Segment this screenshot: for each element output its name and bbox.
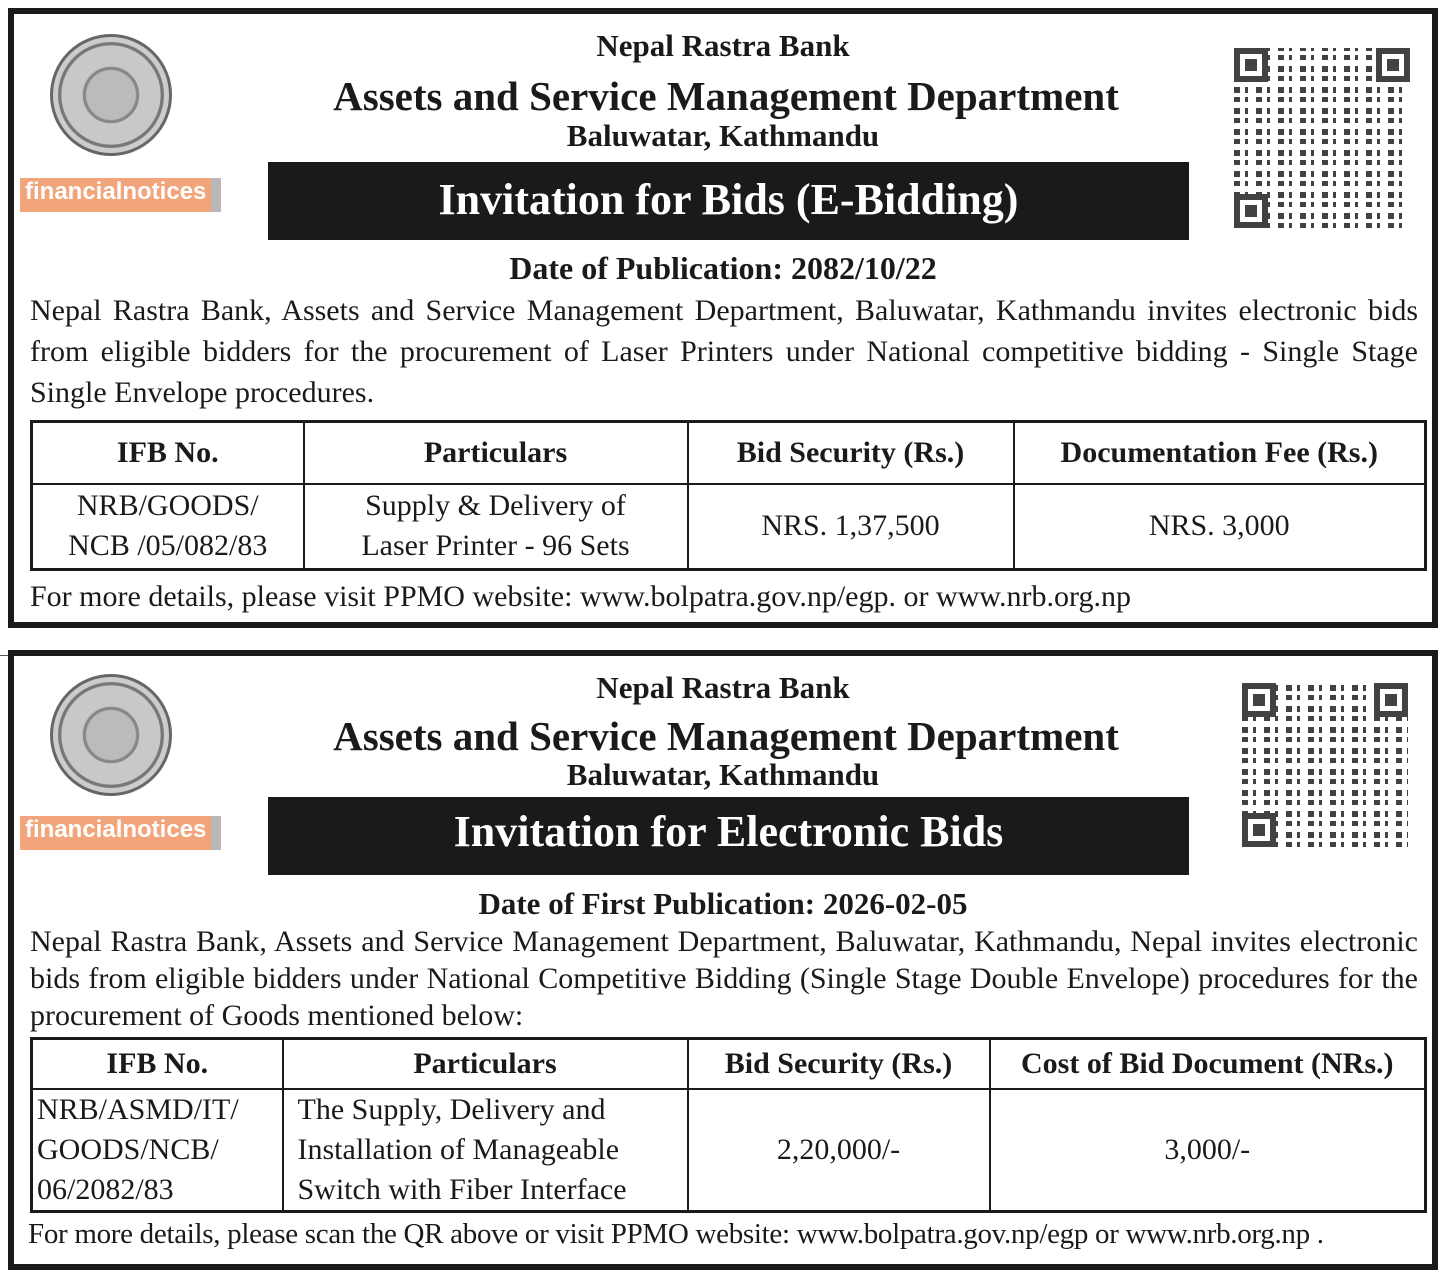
bid-document-cost: 3,000/- — [990, 1089, 1426, 1212]
org-name: Nepal Rastra Bank — [596, 28, 850, 63]
footer-note: For more details, please scan the QR above or visit PPMO website: www.bolpatra.gov.np/egp or www.nrb.org.np . — [28, 1218, 1324, 1250]
publication-date: Date of Publication: 2082/10/22 — [509, 250, 937, 286]
publication-date: Date of First Publication: 2026-02-05 — [478, 886, 968, 921]
table-row — [32, 1089, 1426, 1212]
notice-electronic-bids — [8, 650, 1438, 1270]
col-ifb: IFB No. — [32, 422, 304, 484]
notice-ebidding — [8, 8, 1438, 628]
department-name: Assets and Service Management Department — [333, 73, 1119, 119]
ifb-no: 06/2082/83 — [37, 1172, 174, 1206]
ifb-no: NCB /05/082/83 — [68, 529, 268, 563]
particulars: The Supply, Delivery and — [297, 1092, 606, 1126]
col-bid-security: Bid Security (Rs.) — [688, 1039, 990, 1089]
watermark-text: financialnotices — [20, 178, 211, 212]
col-particulars: Particulars — [304, 422, 688, 484]
ifb-no: NRB/GOODS/ — [76, 489, 259, 523]
location: Baluwatar, Kathmandu — [566, 757, 880, 792]
table-row — [32, 484, 1426, 570]
particulars: Laser Printer - 96 Sets — [361, 529, 630, 563]
ifb-no: NRB/ASMD/IT/ — [37, 1092, 239, 1126]
org-name: Nepal Rastra Bank — [596, 670, 850, 705]
bid-table — [30, 420, 1427, 571]
particulars: Installation of Manageable — [297, 1132, 620, 1166]
notice-title: Invitation for Electronic Bids — [268, 797, 1189, 875]
watermark — [20, 178, 221, 212]
particulars: Switch with Fiber Interface — [297, 1172, 627, 1206]
watermark — [20, 816, 221, 850]
bid-security: 2,20,000/- — [688, 1089, 990, 1212]
col-cost: Cost of Bid Document (NRs.) — [990, 1039, 1426, 1089]
watermark-text: financialnotices — [20, 816, 211, 850]
ifb-no: GOODS/NCB/ — [37, 1132, 219, 1166]
notice-body: Nepal Rastra Bank, Assets and Service Management Department, Baluwatar, Kathmandu invites electronic bids from eligible bidders for the procurement of Laser Printers under National competitive bidding - Single Stage Single Envelope procedures. — [30, 294, 1418, 409]
notice-body: Nepal Rastra Bank, Assets and Service Management Department, Baluwatar, Kathmandu, Nepal invites electronic bids from eligible bidders under National Competitive Bidding (Single Stage Double Envelope) procedures for the procurement of Goods mentioned below: — [30, 925, 1418, 1032]
col-ifb: IFB No. — [32, 1039, 283, 1089]
col-particulars: Particulars — [283, 1039, 688, 1089]
notice-title: Invitation for Bids (E-Bidding) — [268, 162, 1189, 240]
documentation-fee: NRS. 3,000 — [1014, 484, 1426, 570]
particulars: Supply & Delivery of — [365, 489, 626, 523]
location: Baluwatar, Kathmandu — [566, 118, 880, 153]
department-name: Assets and Service Management Department — [333, 713, 1119, 759]
bid-table — [30, 1037, 1427, 1213]
footer-note: For more details, please visit PPMO website: www.bolpatra.gov.np/egp. or www.nrb.org.np — [30, 580, 1131, 613]
col-fee: Documentation Fee (Rs.) — [1014, 422, 1426, 484]
col-bid-security: Bid Security (Rs.) — [688, 422, 1014, 484]
bid-security: NRS. 1,37,500 — [688, 484, 1014, 570]
